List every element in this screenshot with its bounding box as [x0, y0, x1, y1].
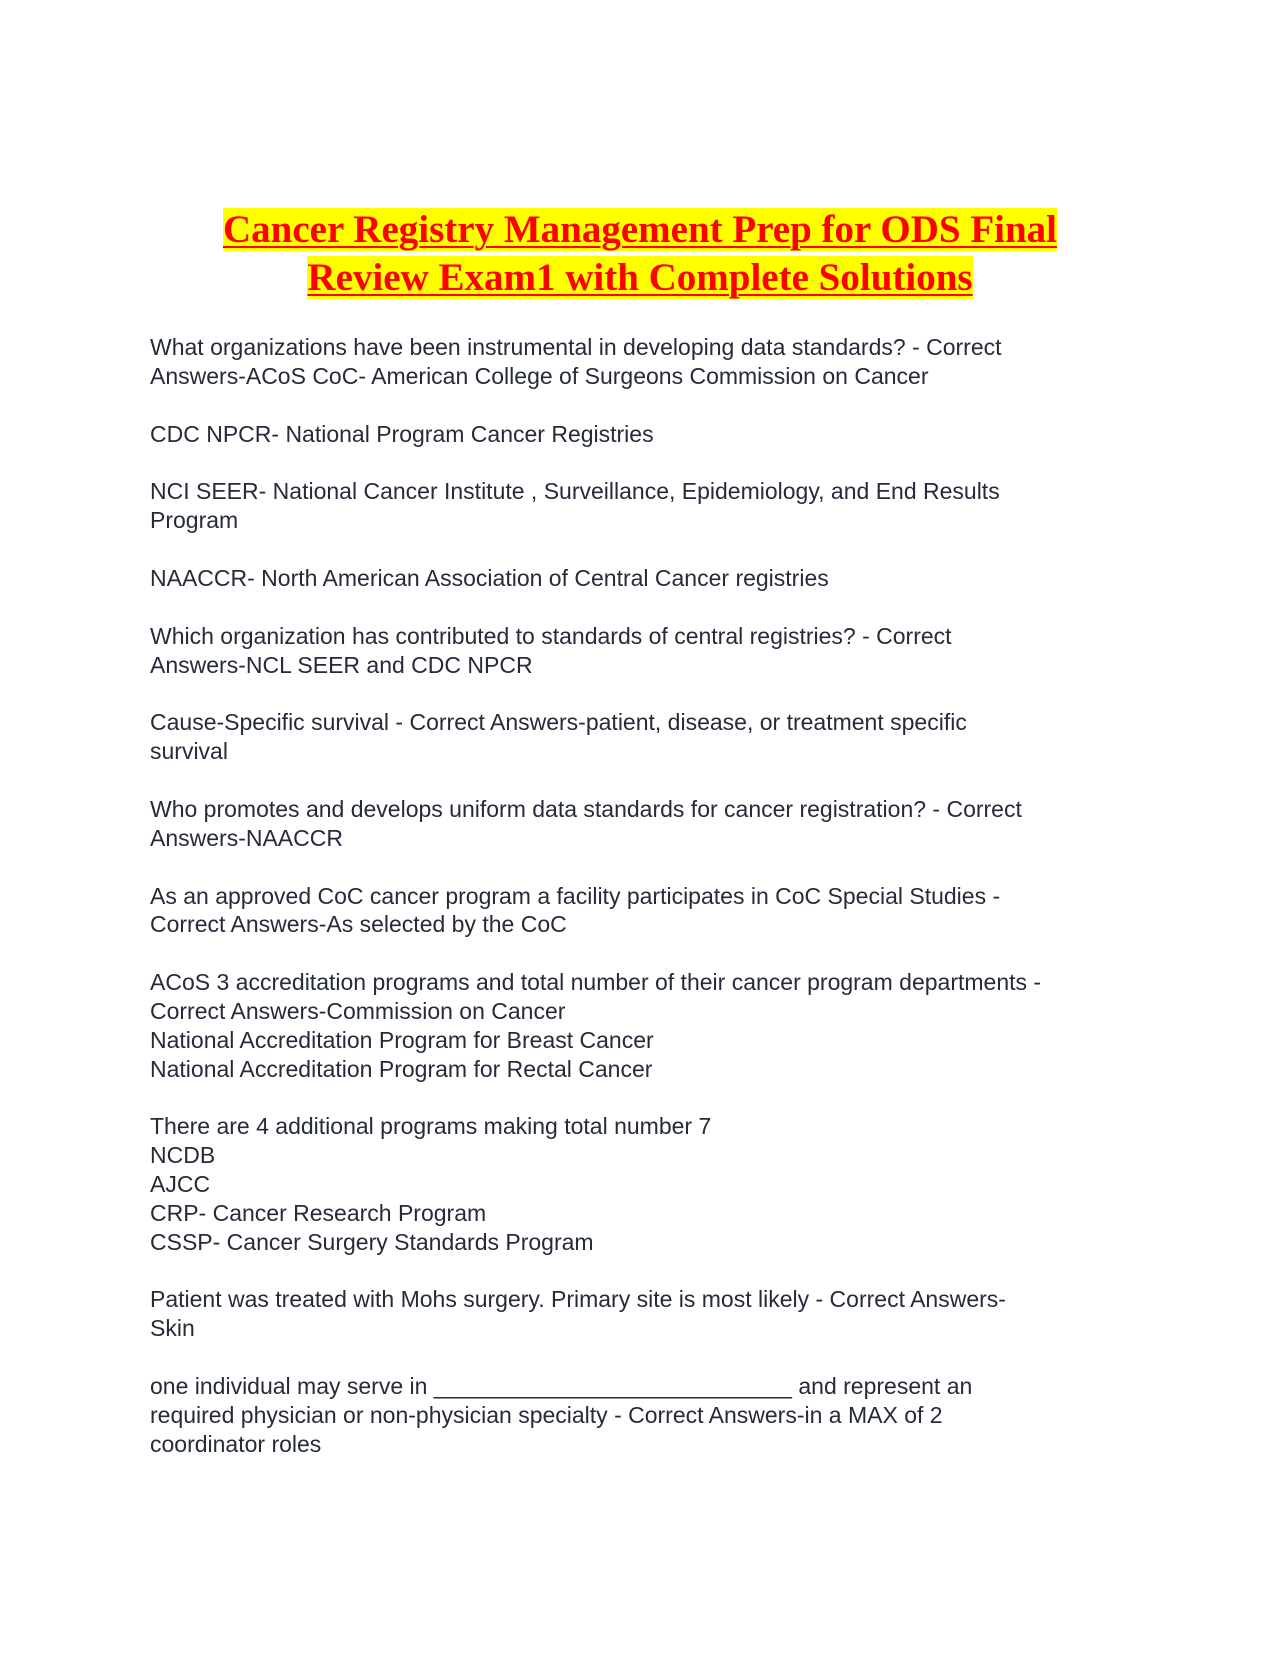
qa-paragraph: CDC NPCR- National Program Cancer Registries	[150, 420, 654, 447]
qa-paragraph: NCI SEER- National Cancer Institute , Surveillance, Epidemiology, and End Results Program	[150, 478, 1000, 534]
document-body	[150, 333, 1140, 1458]
qa-paragraph: ACoS 3 accreditation programs and total number of their cancer program departments - Correct Answers-Commission on Cancer National Accreditation Program for Breast Cancer National Accreditation Program for Rectal Cancer	[150, 969, 1042, 1082]
qa-paragraph: What organizations have been instrumental in developing data standards? - Correct Answers-ACoS CoC- American College of Surgeons Commission on Cancer	[150, 334, 1002, 389]
qa-paragraph: one individual may serve in ____________________________ and represent an required physician or non-physician specialty - Correct Answers-in a MAX of 2 coordinator roles	[150, 1372, 973, 1457]
document-title-line-1: Cancer Registry Management Prep for ODS Final	[222, 208, 1058, 251]
document-title	[150, 206, 1130, 302]
qa-paragraph: As an approved CoC cancer program a facility participates in CoC Special Studies - Correct Answers-As selected by the CoC	[150, 882, 1001, 938]
qa-paragraph: Which organization has contributed to standards of central registries? - Correct Answers-NCL SEER and CDC NPCR	[150, 622, 952, 678]
qa-paragraph: There are 4 additional programs making total number 7 NCDB AJCC CRP- Cancer Research Program CSSP- Cancer Surgery Standards Program	[150, 1113, 712, 1255]
qa-paragraph: Who promotes and develops uniform data standards for cancer registration? - Correct Answers-NAACCR	[150, 795, 1022, 851]
qa-paragraph: Cause-Specific survival - Correct Answers-patient, disease, or treatment specific survival	[150, 709, 967, 765]
qa-paragraph: NAACCR- North American Association of Central Cancer registries	[150, 564, 829, 591]
qa-paragraph: Patient was treated with Mohs surgery. Primary site is most likely - Correct Answers- Skin	[150, 1286, 1006, 1342]
document-title-line-2: Review Exam1 with Complete Solutions	[307, 256, 973, 299]
